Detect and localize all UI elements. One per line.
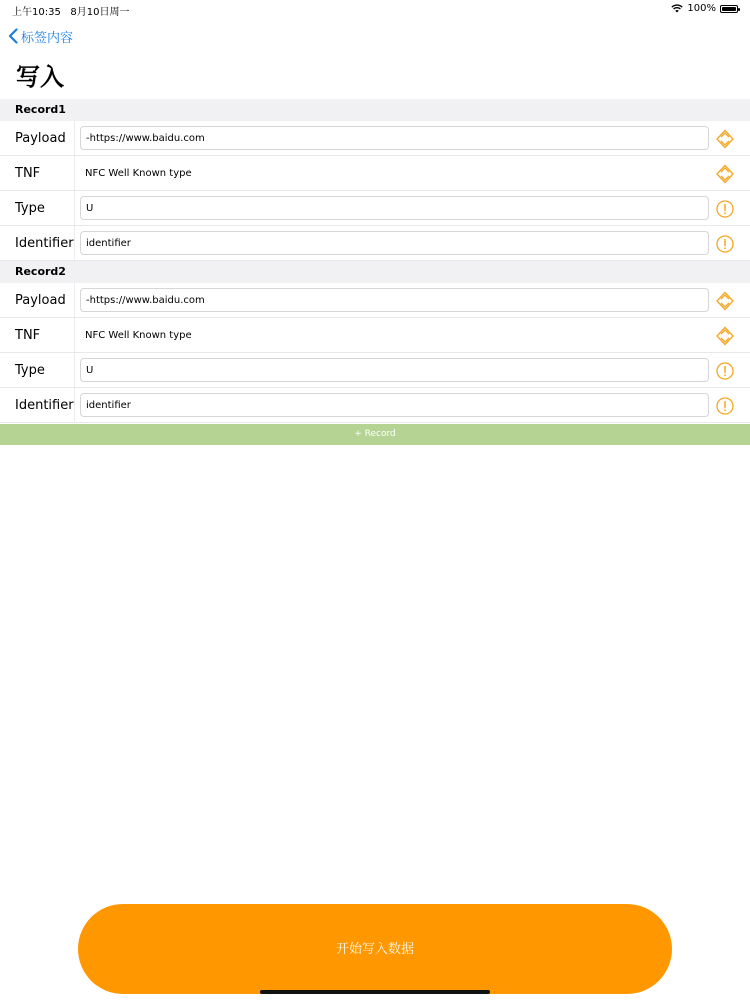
record2-type-input[interactable]: [80, 358, 709, 382]
record2-type-row: [0, 353, 750, 388]
wifi-icon: [671, 4, 683, 13]
home-indicator: [260, 990, 490, 994]
battery-icon: [720, 5, 738, 13]
page-title: 写入: [16, 63, 64, 91]
type-label: Type: [15, 363, 45, 378]
start-write-button[interactable]: 开始写入数据: [78, 904, 672, 994]
record2-tnf-value: NFC Well Known type: [85, 330, 192, 341]
record1-payload-input[interactable]: [80, 126, 709, 150]
type-label: Type: [15, 201, 45, 216]
tnf-label: TNF: [15, 166, 41, 181]
identifier-label: Identifier: [15, 398, 74, 413]
info-alert-icon[interactable]: [715, 361, 735, 381]
record1-tnf-value: NFC Well Known type: [85, 168, 192, 179]
record1-type-input[interactable]: [80, 196, 709, 220]
record2-payload-input[interactable]: [80, 288, 709, 312]
record1-payload-row: [0, 121, 750, 156]
status-indicators: [671, 3, 738, 14]
tnf-label: TNF: [15, 328, 41, 343]
identifier-label: Identifier: [15, 236, 74, 251]
record2-identifier-row: [0, 388, 750, 423]
info-alert-icon[interactable]: [715, 396, 735, 416]
status-time: 上午10:35: [12, 7, 61, 18]
status-bar: [0, 0, 750, 18]
back-button[interactable]: [8, 26, 73, 46]
record1-tnf-row[interactable]: [0, 156, 750, 191]
record2-identifier-input[interactable]: [80, 393, 709, 417]
record1-type-row: [0, 191, 750, 226]
status-time-date: [12, 3, 129, 18]
record2-payload-row: [0, 283, 750, 318]
payload-label: Payload: [15, 293, 66, 308]
info-alert-icon[interactable]: [715, 234, 735, 254]
record2-header: Record2: [0, 261, 750, 283]
back-label: 标签内容: [21, 30, 74, 46]
selector-diamond-icon[interactable]: [715, 291, 735, 311]
record2-tnf-row[interactable]: [0, 318, 750, 353]
payload-label: Payload: [15, 131, 66, 146]
status-date: 8月10日周一: [70, 7, 130, 18]
add-record-button[interactable]: + Record: [0, 424, 750, 445]
record1-identifier-row: [0, 226, 750, 261]
selector-diamond-icon[interactable]: [715, 129, 735, 149]
info-alert-icon[interactable]: [715, 199, 735, 219]
battery-percent: 100%: [687, 3, 716, 14]
record1-header: Record1: [0, 99, 750, 121]
selector-diamond-icon[interactable]: [715, 326, 735, 346]
record1-identifier-input[interactable]: [80, 231, 709, 255]
selector-diamond-icon[interactable]: [715, 164, 735, 184]
chevron-left-icon: [8, 28, 18, 44]
